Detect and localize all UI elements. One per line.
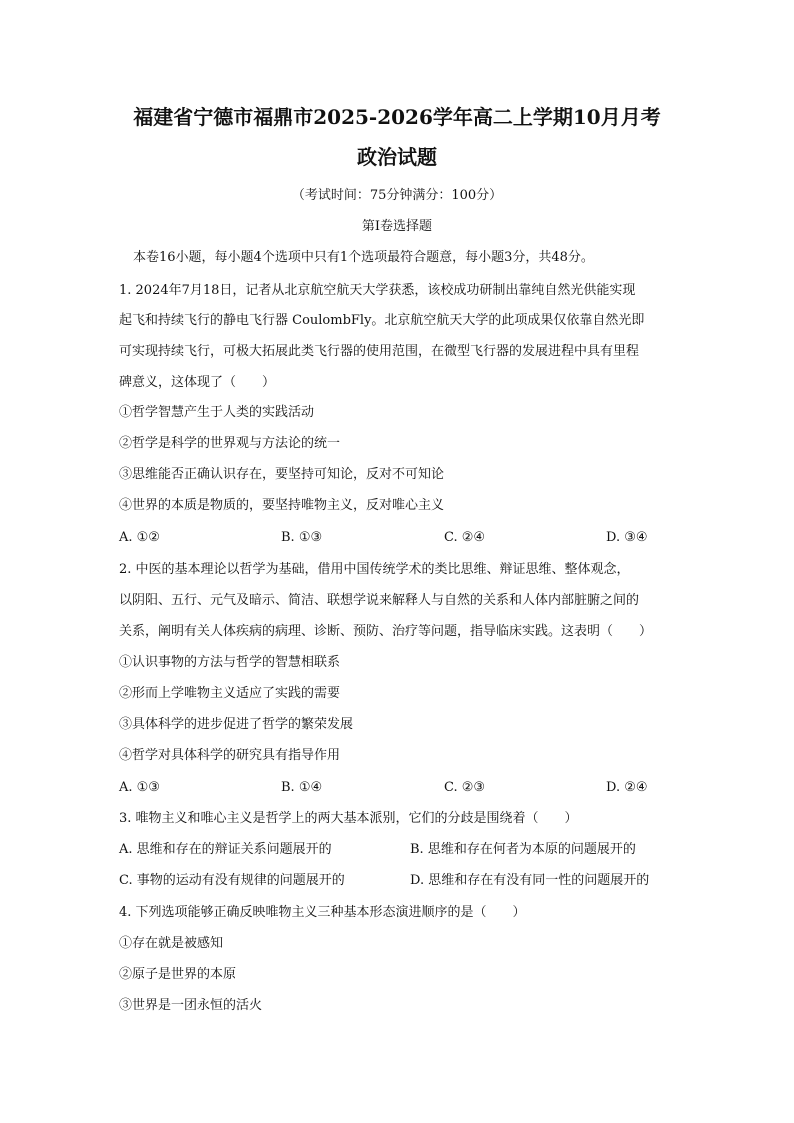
statement-item: ④哲学对具体科学的研究具有指导作用 <box>119 748 341 763</box>
option-c: C. 事物的运动有没有规律的问题展开的 <box>119 873 345 888</box>
question-stem-line: 关系，阐明有关人体疾病的病理、诊断、预防、治疗等问题，指导临床实践。这表明（ ） <box>119 624 653 639</box>
question-stem-line: 2. 中医的基本理论以哲学为基础，借用中国传统学术的类比思维、辩证思维、整体观念， <box>119 562 630 577</box>
option-d: D. ③④ <box>606 530 648 545</box>
statement-item: ②哲学是科学的世界观与方法论的统一 <box>119 436 341 451</box>
option-d: D. 思维和存在有没有同一性的问题展开的 <box>410 873 650 888</box>
option-b: B. 思维和存在何者为本原的问题展开的 <box>410 842 636 857</box>
statement-item: ③具体科学的进步促进了哲学的繁荣发展 <box>119 717 354 732</box>
option-d: D. ②④ <box>606 780 648 795</box>
question-stem-line: 起飞和持续飞行的静电飞行器 CoulombFly。北京航空航天大学的此项成果仅依靠自然光即 <box>119 313 645 328</box>
question-stem-line: 可实现持续飞行，可极大拓展此类飞行器的使用范围，在微型飞行器的发展进程中具有里程 <box>119 344 640 359</box>
statement-item: ②形而上学唯物主义适应了实践的需要 <box>119 686 341 701</box>
section-heading: 第Ⅰ卷选择题 <box>361 219 433 234</box>
statement-item: ③世界是一团永恒的活火 <box>119 998 263 1013</box>
question-stem-line: 3. 唯物主义和唯心主义是哲学上的两大基本派别，它们的分歧是围绕着（ ） <box>119 811 578 826</box>
question-stem-line: 4. 下列选项能够正确反映唯物主义三种基本形态演进顺序的是（ ） <box>119 905 526 920</box>
question-stem-line: 1. 2024年7月18日，记者从北京航空航天大学获悉，该校成功研制出靠纯自然光供能实现 <box>119 283 636 298</box>
question-stem-line: 碑意义，这体现了（ ） <box>119 375 276 390</box>
option-c: C. ②③ <box>444 780 486 795</box>
instructions: 本卷16小题，每小题4个选项中只有1个选项最符合题意，每小题3分，共48分。 <box>133 250 594 265</box>
option-c: C. ②④ <box>444 530 486 545</box>
statement-item: ①存在就是被感知 <box>119 936 224 951</box>
question-stem-line: 以阴阳、五行、元气及暗示、简洁、联想学说来解释人与自然的关系和人体内部脏腑之间的 <box>119 593 640 608</box>
statement-item: ①认识事物的方法与哲学的智慧相联系 <box>119 655 341 670</box>
option-a: A. ①③ <box>119 780 160 795</box>
option-b: B. ①③ <box>281 530 323 545</box>
exam-subject: 政治试题 <box>357 145 437 169</box>
statement-item: ③思维能否正确认识存在，要坚持可知论，反对不可知论 <box>119 467 445 482</box>
statement-item: ②原子是世界的本原 <box>119 967 237 982</box>
exam-info: （考试时间：75分钟满分：100分） <box>291 188 503 203</box>
option-a: A. ①② <box>119 530 160 545</box>
statement-item: ①哲学智慧产生于人类的实践活动 <box>119 405 315 420</box>
option-a: A. 思维和存在的辩证关系问题展开的 <box>119 842 332 857</box>
statement-item: ④世界的本质是物质的，要坚持唯物主义，反对唯心主义 <box>119 498 445 513</box>
exam-title: 福建省宁德市福鼎市2025-2026学年高二上学期10月月考 <box>133 105 661 129</box>
option-b: B. ①④ <box>281 780 323 795</box>
